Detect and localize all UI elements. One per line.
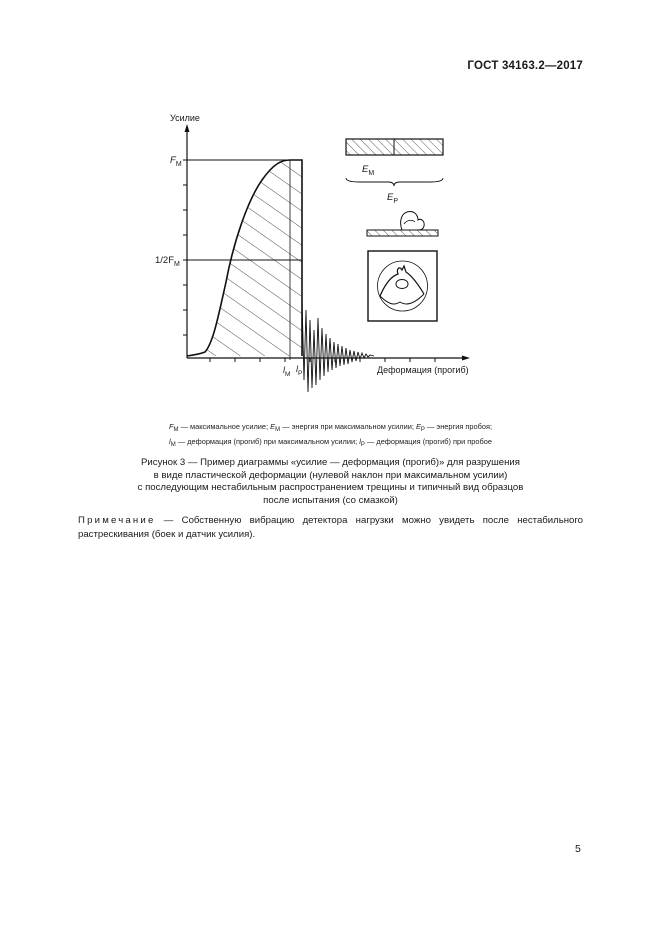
broken-specimen-top-view <box>368 251 437 321</box>
note-text: — Собственную вибрацию детектора нагрузки можно увидеть после нестабильного растрескивания (боек и датчик усилия). <box>78 515 583 540</box>
legend-line-1: $F_M$ — максимальное усилие; $E_M$ — энергия при максимальном усилии; $E_P$ — энергия пробоя; <box>169 422 492 433</box>
page-number: 5 <box>575 843 581 855</box>
label-ep: $E_P$ <box>387 192 399 205</box>
vibration-trace <box>302 300 374 392</box>
energy-brace <box>346 178 443 186</box>
caption-line-4: после испытания (со смазкой) <box>263 494 398 506</box>
y-axis-arrow <box>185 124 190 132</box>
note-paragraph <box>78 514 583 542</box>
legend-line-2: $l_M$ — деформация (прогиб) при максимальном усилии; $l_P$ — деформация (прогиб) при пробое <box>169 437 492 448</box>
label-em: $E_M$ <box>362 164 375 177</box>
tick-label-lm: $l_M$ <box>283 365 291 378</box>
specimen-side-view <box>346 139 443 155</box>
y-axis-label: Усилие <box>170 113 200 123</box>
caption-line-1: Рисунок 3 — Пример диаграммы «усилие — деформация (прогиб)» для разрушения <box>141 457 520 468</box>
figure-caption <box>80 457 581 507</box>
tick-label-fm: $F_M$ <box>170 155 182 168</box>
x-axis-arrow <box>462 356 470 361</box>
caption-line-3: с последующим нестабильным распространением трещины и типичный вид образцов <box>137 482 524 494</box>
tick-label-lp: $l_P$ <box>296 364 303 377</box>
x-axis-label: Деформация (прогиб) <box>377 365 469 375</box>
figure-legend <box>90 421 571 451</box>
note-label: Примечание <box>78 515 156 526</box>
energy-area <box>187 160 302 356</box>
broken-specimen-profile <box>367 211 438 236</box>
tick-label-half-fm: $1/2F_M$ <box>155 255 180 268</box>
caption-line-2: в виде пластической деформации (нулевой наклон при максимальном усилии) <box>153 469 508 481</box>
force-deformation-figure <box>0 0 661 420</box>
standard-code-header: ГОСТ 34163.2—2017 <box>467 60 583 72</box>
